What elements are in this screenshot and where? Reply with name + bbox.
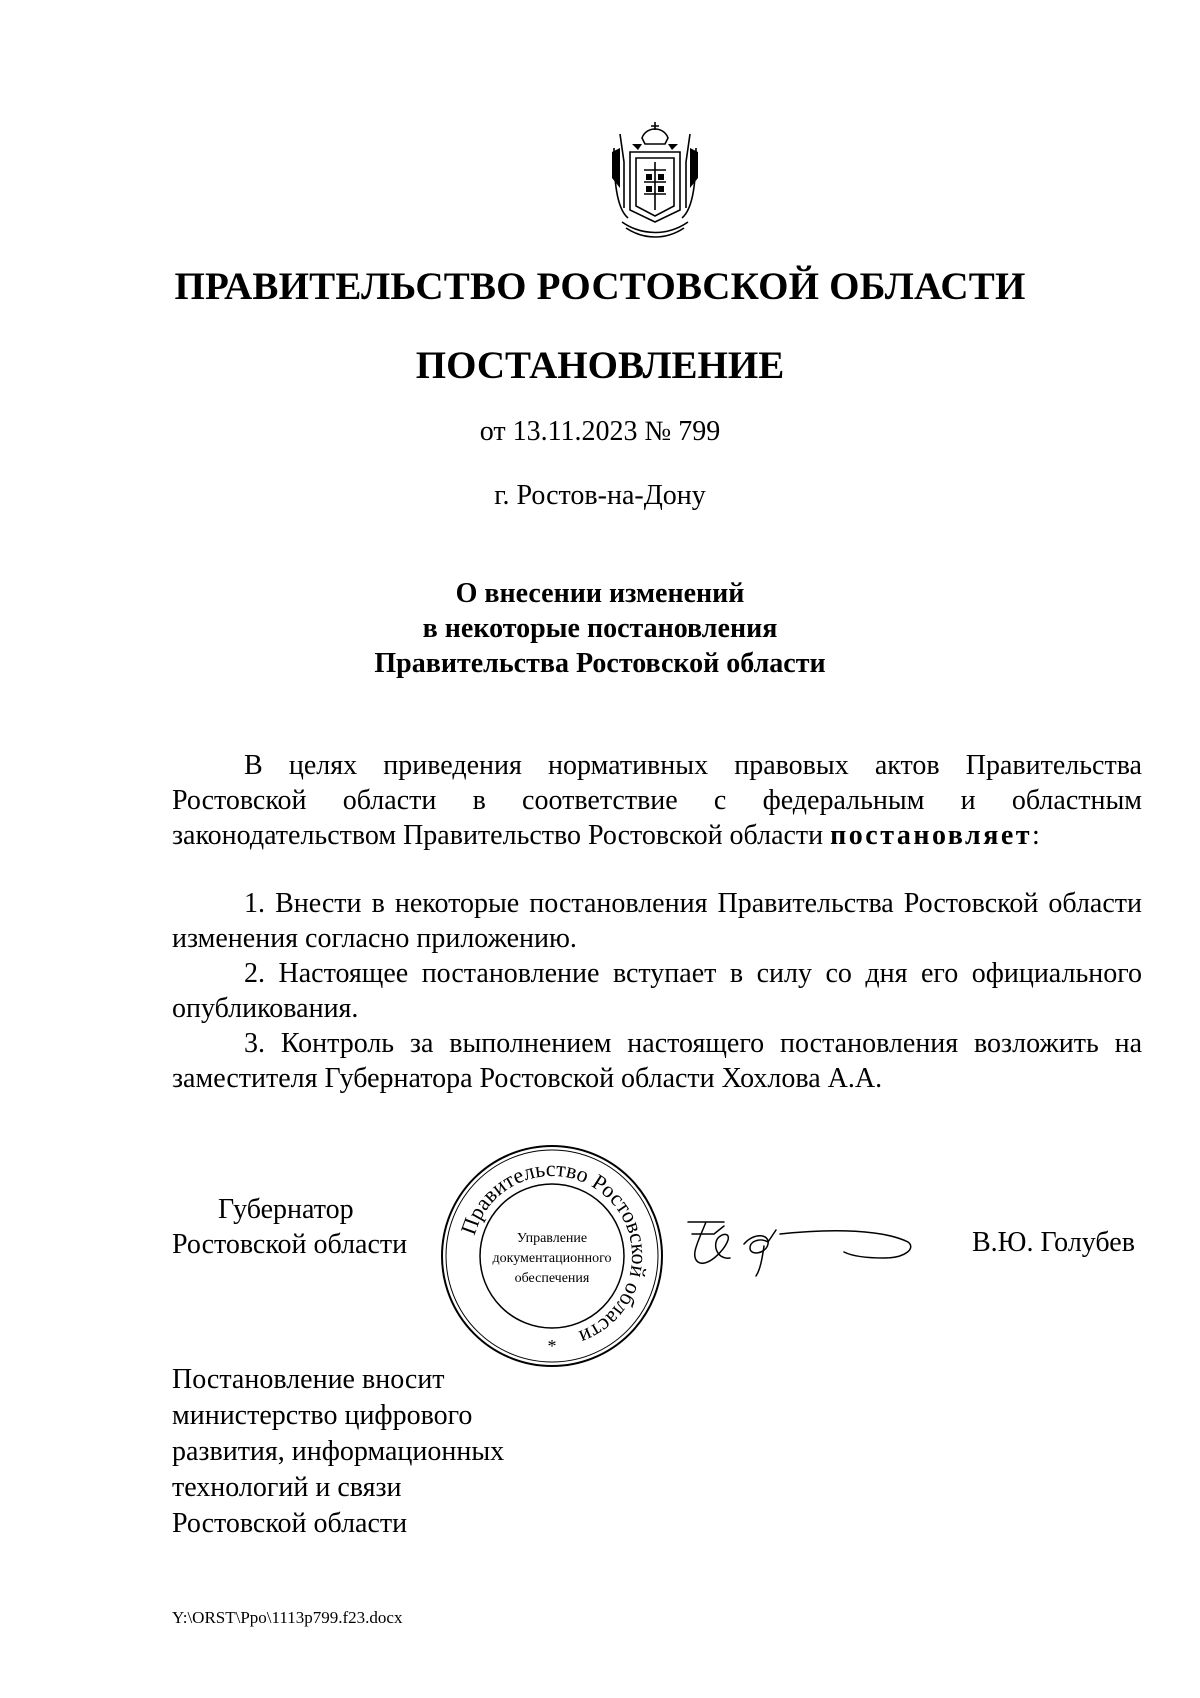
list-item (172, 1026, 1142, 1096)
introduced-by-block (172, 1362, 572, 1542)
intro-end: : (1032, 820, 1040, 851)
official-stamp (438, 1142, 666, 1370)
document-city: г. Ростов-на-Дону (494, 480, 706, 511)
intro-keyword: постановляет (830, 820, 1033, 851)
intro-paragraph (172, 748, 1142, 853)
list-item-text: 3. Контроль за выполнением настоящего постановления возложить на заместителя Губернатора Ростовской области Хохлова А.А. (172, 1028, 1142, 1094)
organization-title: ПРАВИТЕЛЬСТВО РОСТОВСКОЙ ОБЛАСТИ (174, 265, 1026, 308)
subject-line: О внесении изменений (455, 578, 745, 609)
introduced-by-line: Постановление вносит (172, 1364, 445, 1395)
list-item (172, 956, 1142, 1026)
signatory-position-line: Ростовской области (172, 1229, 408, 1260)
handwritten-signature (684, 1212, 922, 1280)
footer-file-path: Y:\ORST\Ppo\1113p799.f23.docx (172, 1608, 403, 1627)
subject-line: в некоторые постановления (422, 613, 778, 644)
intro-text: В целях приведения нормативных правовых актов Правительства Ростовской области в соответствие с федеральным и областным законодательством Правительство Ростовской области (172, 750, 1142, 851)
stamp-center-line: обеспечения (514, 1271, 590, 1286)
stamp-star: * (547, 1336, 557, 1356)
stamp-ring-text: Правительство Ростовской области (455, 1155, 653, 1351)
list-item-text: 2. Настоящее постановление вступает в силу со дня его официального опубликования. (172, 958, 1142, 1024)
list-item (172, 886, 1142, 956)
introduced-by-line: Ростовской области (172, 1508, 408, 1539)
stamp-center-line: документационного (492, 1251, 612, 1266)
list-item-text: 1. Внести в некоторые постановления Правительства Ростовской области изменения согласно приложению. (172, 888, 1142, 954)
signatory-name: В.Ю. Голубев (972, 1227, 1135, 1258)
document-subject (0, 576, 1200, 681)
document-date-number: от 13.11.2023 № 799 (479, 416, 721, 447)
introduced-by-line: развития, информационных (172, 1436, 505, 1467)
coat-of-arms-icon (602, 118, 708, 240)
stamp-center-line: Управление (516, 1231, 588, 1246)
subject-line: Правительства Ростовской области (374, 648, 826, 679)
signatory-position-line: Губернатор (218, 1194, 354, 1225)
document-type: ПОСТАНОВЛЕНИЕ (415, 344, 785, 387)
signatory-position (172, 1192, 407, 1262)
introduced-by-line: министерство цифрового (172, 1400, 473, 1431)
introduced-by-line: технологий и связи (172, 1472, 402, 1503)
